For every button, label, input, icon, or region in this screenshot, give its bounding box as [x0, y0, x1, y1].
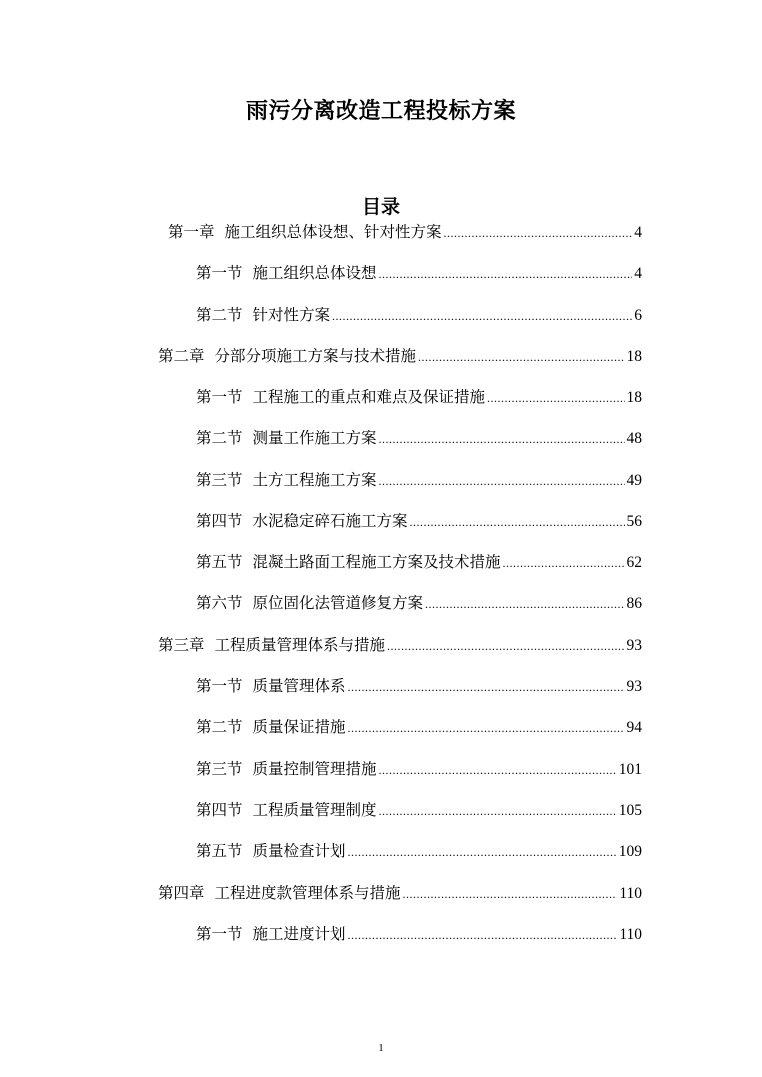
toc-chapter-entry[interactable]	[158, 345, 642, 367]
toc-leader-dots	[487, 387, 624, 409]
toc-entry-number: 第二节	[196, 718, 243, 736]
document-title: 雨污分离改造工程投标方案	[245, 99, 516, 124]
toc-entry-title: 工程施工的重点和难点及保证措施	[252, 388, 486, 406]
toc-entry-number: 第三章	[158, 636, 205, 654]
toc-entry-title: 工程进度款管理体系与措施	[214, 884, 401, 902]
toc-entry-page: 101	[618, 761, 642, 778]
toc-entry-title: 工程质量管理制度	[252, 801, 377, 819]
toc-entry-page: 49	[626, 472, 642, 489]
toc-entry-number: 第六节	[196, 594, 243, 612]
toc-entry-number: 第三节	[196, 471, 243, 489]
toc-leader-dots	[348, 841, 617, 863]
toc-entry-title: 分部分项施工方案与技术措施	[214, 347, 417, 365]
toc-leader-dots	[348, 717, 625, 739]
toc-section-entry[interactable]	[196, 386, 642, 408]
toc-heading: 目录	[361, 196, 400, 218]
toc-entry-title: 质量管理体系	[252, 677, 346, 695]
toc-entry-number: 第四章	[158, 884, 205, 902]
toc-leader-dots	[410, 511, 625, 533]
toc-entry-title: 施工组织总体设想	[252, 264, 377, 282]
toc-leader-dots	[379, 263, 633, 285]
toc-entry-number: 第一节	[196, 264, 243, 282]
toc-chapter-entry[interactable]	[158, 882, 642, 904]
toc-entry-page: 56	[626, 513, 642, 530]
toc-entry-page: 4	[634, 224, 642, 241]
toc-entry-page: 4	[634, 265, 642, 282]
toc-entry-title: 质量保证措施	[252, 718, 346, 736]
toc-leader-dots	[425, 593, 624, 615]
toc-entry-page: 109	[618, 843, 642, 860]
toc-leader-dots	[403, 883, 618, 905]
toc-leader-dots	[332, 305, 632, 327]
toc-entry-page: 6	[634, 307, 642, 324]
toc-entry-page: 48	[626, 430, 642, 447]
toc-entry-title: 施工进度计划	[252, 925, 346, 943]
toc-entry-number: 第五节	[196, 842, 243, 860]
toc-entry-number: 第五节	[196, 553, 243, 571]
toc-entry-title: 水泥稳定碎石施工方案	[252, 512, 408, 530]
toc-entry-page: 105	[618, 802, 642, 819]
page-number: 1	[378, 1042, 384, 1054]
toc-leader-dots	[444, 222, 633, 244]
toc-section-entry[interactable]	[196, 923, 642, 945]
toc-entry-number: 第一章	[168, 223, 215, 241]
toc-leader-dots	[379, 428, 625, 450]
toc-section-entry[interactable]	[196, 716, 642, 738]
toc-entry-title: 原位固化法管道修复方案	[252, 594, 424, 612]
toc-leader-dots	[418, 346, 624, 368]
toc-entry-page: 110	[619, 926, 642, 943]
toc-entry-title: 针对性方案	[252, 306, 331, 324]
toc-entry-number: 第一节	[196, 388, 243, 406]
toc-entry-page: 62	[626, 554, 642, 571]
toc-leader-dots	[379, 470, 625, 492]
toc-section-entry[interactable]	[196, 304, 642, 326]
toc-entry-page: 110	[619, 885, 642, 902]
toc-entry-number: 第二节	[196, 306, 243, 324]
toc-leader-dots	[387, 635, 624, 657]
toc-section-entry[interactable]	[196, 551, 642, 573]
toc-entry-page: 93	[626, 678, 642, 695]
toc-entry-number: 第四节	[196, 512, 243, 530]
toc-entry-number: 第一节	[196, 677, 243, 695]
toc-section-entry[interactable]	[196, 469, 642, 491]
toc-entry-number: 第一节	[196, 925, 243, 943]
toc-section-entry[interactable]	[196, 758, 642, 780]
toc-section-entry[interactable]	[196, 675, 642, 697]
toc-leader-dots	[379, 800, 617, 822]
toc-entry-title: 质量检查计划	[252, 842, 346, 860]
toc-section-entry[interactable]	[196, 799, 642, 821]
toc-entry-number: 第二章	[158, 347, 205, 365]
toc-leader-dots	[379, 759, 617, 781]
toc-section-entry[interactable]	[196, 262, 642, 284]
toc-section-entry[interactable]	[196, 427, 642, 449]
toc-entry-title: 测量工作施工方案	[252, 429, 377, 447]
toc-entry-title: 土方工程施工方案	[252, 471, 377, 489]
toc-leader-dots	[348, 924, 618, 946]
toc-entry-number: 第三节	[196, 760, 243, 778]
toc-entry-title: 施工组织总体设想、针对性方案	[224, 223, 442, 241]
toc-entry-title: 混凝土路面工程施工方案及技术措施	[252, 553, 501, 571]
toc-entry-page: 18	[626, 389, 642, 406]
toc-entry-title: 工程质量管理体系与措施	[214, 636, 386, 654]
toc-leader-dots	[348, 676, 625, 698]
toc-entry-number: 第二节	[196, 429, 243, 447]
toc-entry-page: 18	[626, 348, 642, 365]
toc-chapter-entry[interactable]	[158, 634, 642, 656]
toc-entry-title: 质量控制管理措施	[252, 760, 377, 778]
toc-section-entry[interactable]	[196, 592, 642, 614]
toc-entry-page: 86	[626, 595, 642, 612]
toc-chapter-entry[interactable]	[168, 221, 642, 243]
toc-leader-dots	[503, 552, 625, 574]
toc-section-entry[interactable]	[196, 510, 642, 532]
toc-section-entry[interactable]	[196, 840, 642, 862]
toc-entry-page: 94	[626, 719, 642, 736]
toc-entry-page: 93	[626, 637, 642, 654]
toc-entry-number: 第四节	[196, 801, 243, 819]
